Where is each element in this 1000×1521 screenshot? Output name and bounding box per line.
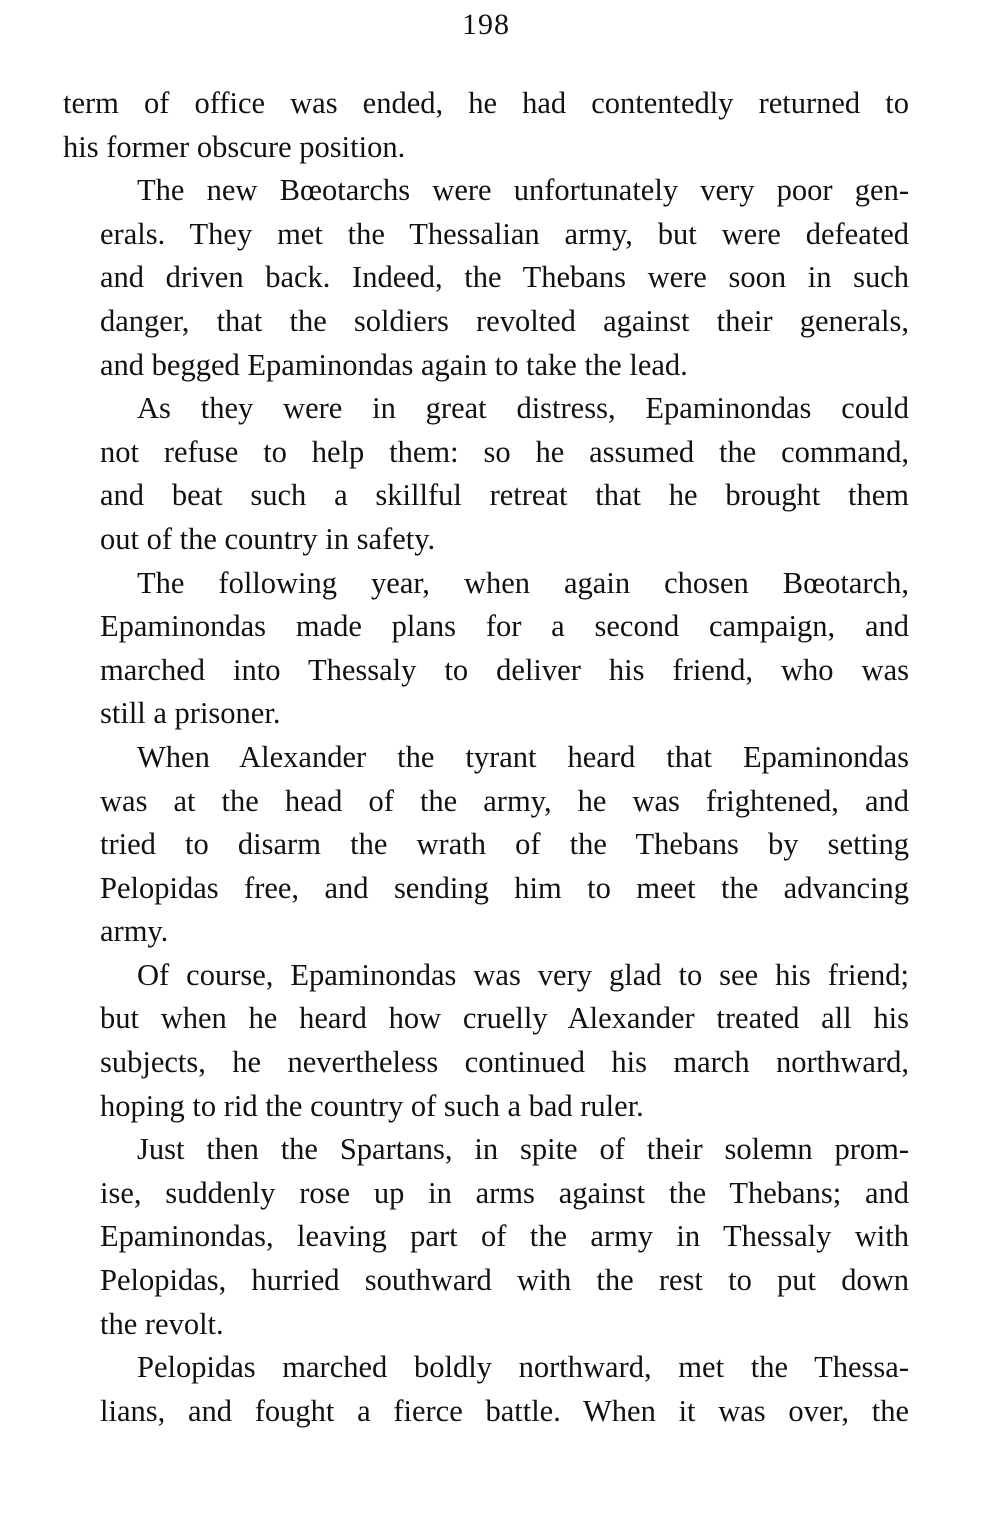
text-line: hoping to rid the country of such a bad ruler. <box>100 1088 644 1123</box>
text-line: army. <box>100 914 169 949</box>
paragraph <box>63 82 909 169</box>
text-line: danger, that the soldiers revolted against their generals, <box>100 303 909 338</box>
text-line: As they were in great distress, Epaminondas could <box>137 391 909 426</box>
text-line: Just then the Spartans, in spite of their solemn prom- <box>137 1132 909 1167</box>
text-line: but when he heard how cruelly Alexander treated all his <box>100 1001 909 1036</box>
text-line: Of course, Epaminondas was very glad to see his friend; <box>137 957 909 992</box>
text-line: and begged Epaminondas again to take the lead. <box>100 347 688 382</box>
text-line: The new Bœotarchs were unfortunately very poor gen- <box>137 173 909 208</box>
text-line: his former obscure position. <box>63 129 406 164</box>
text-line: and driven back. Indeed, the Thebans were soon in such <box>100 260 909 295</box>
paragraph <box>63 1128 909 1346</box>
text-line: tried to disarm the wrath of the Thebans by setting <box>100 827 909 862</box>
text-line: the revolt. <box>100 1306 224 1341</box>
page-number: 198 <box>462 8 510 41</box>
text-line: still a prisoner. <box>100 696 281 731</box>
body-text <box>63 82 909 1433</box>
paragraph <box>63 954 909 1128</box>
text-line: erals. They met the Thessalian army, but were defeated <box>100 216 909 251</box>
paragraph <box>63 1346 909 1433</box>
text-line: and beat such a skillful retreat that he brought them <box>100 478 909 513</box>
paragraph <box>63 387 909 561</box>
text-line: When Alexander the tyrant heard that Epaminondas <box>137 739 909 774</box>
text-line: lians, and fought a fierce battle. When it was over, the <box>100 1393 909 1428</box>
paragraph <box>63 169 909 387</box>
text-line: Pelopidas, hurried southward with the rest to put down <box>100 1263 909 1298</box>
text-line: Epaminondas made plans for a second campaign, and <box>100 609 909 644</box>
text-line: was at the head of the army, he was frightened, and <box>100 783 909 818</box>
text-line: Pelopidas free, and sending him to meet the advancing <box>100 870 909 905</box>
text-line: out of the country in safety. <box>100 521 436 556</box>
text-line: subjects, he nevertheless continued his march northward, <box>100 1045 909 1080</box>
paragraph <box>63 562 909 736</box>
text-line: Epaminondas, leaving part of the army in Thessaly with <box>100 1219 909 1254</box>
text-line: Pelopidas marched boldly northward, met the Thessa- <box>137 1350 909 1385</box>
text-line: ise, suddenly rose up in arms against the Thebans; and <box>100 1175 909 1210</box>
paragraph <box>63 736 909 954</box>
text-line: not refuse to help them: so he assumed the command, <box>100 434 909 469</box>
text-line: The following year, when again chosen Bœotarch, <box>137 565 909 600</box>
text-line: marched into Thessaly to deliver his friend, who was <box>100 652 909 687</box>
text-line: term of office was ended, he had contentedly returned to <box>63 86 909 120</box>
